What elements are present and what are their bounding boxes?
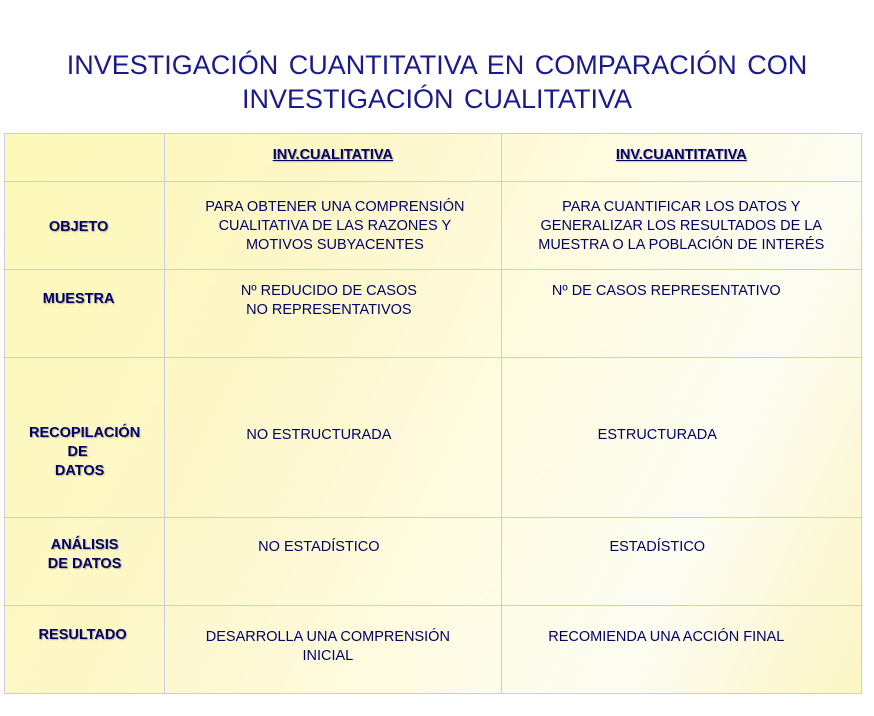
cell-line: PARA CUANTIFICAR LOS DATOS Y — [562, 199, 801, 215]
cell-line: GENERALIZAR LOS RESULTADOS DE LA — [540, 218, 823, 234]
cell-quantitative-resultado — [501, 606, 861, 694]
cell-qualitative-resultado — [165, 606, 501, 694]
comparison-table — [4, 133, 862, 694]
table-row-muestra — [5, 270, 862, 358]
page-title-line-2: INVESTIGACIÓN CUALITATIVA — [241, 84, 633, 114]
cell-line: ESTRUCTURADA — [597, 427, 717, 443]
row-label-line: DATOS — [54, 463, 105, 479]
table-row-recopilacion — [5, 358, 862, 518]
cell-line: DESARROLLA UNA COMPRENSIÓN — [205, 629, 450, 645]
cell-line: NO REPRESENTATIVOS — [246, 302, 412, 318]
header-empty-cell — [5, 134, 165, 182]
table-row-resultado — [5, 606, 862, 694]
table-header-row — [5, 134, 862, 182]
cell-line: ESTADÍSTICO — [609, 539, 706, 555]
cell-line: Nº REDUCIDO DE CASOS — [240, 283, 417, 299]
page-title — [0, 48, 874, 116]
cell-line: CUALITATIVA DE LAS RAZONES Y — [218, 218, 452, 234]
cell-line: NO ESTRUCTURADA — [246, 427, 392, 443]
cell-line: PARA OBTENER UNA COMPRENSIÓN — [205, 199, 465, 215]
cell-quantitative-objeto — [501, 182, 861, 270]
page-title-line-1: INVESTIGACIÓN CUANTITATIVA EN COMPARACIÓN CON — [66, 50, 808, 80]
cell-line: MOTIVOS SUBYACENTES — [245, 237, 424, 253]
row-label-line: ANÁLISIS — [50, 537, 119, 553]
cell-line: NO ESTADÍSTICO — [258, 539, 380, 555]
row-label-resultado — [5, 606, 165, 694]
row-label-line: OBJETO — [48, 219, 109, 235]
cell-quantitative-muestra — [501, 270, 861, 358]
row-label-line: RECOPILACIÓN — [29, 425, 141, 441]
row-label-analisis — [5, 518, 165, 606]
table-row-analisis — [5, 518, 862, 606]
cell-line: MUESTRA O LA POBLACIÓN DE INTERÉS — [538, 237, 825, 253]
cell-quantitative-analisis — [501, 518, 861, 606]
header-quantitative-label: INV.CUANTITATIVA — [615, 147, 747, 163]
cell-line: Nº DE CASOS REPRESENTATIVO — [551, 283, 781, 299]
table-row-objeto — [5, 182, 862, 270]
row-label-objeto — [5, 182, 165, 270]
cell-qualitative-analisis — [165, 518, 501, 606]
row-label-line: MUESTRA — [42, 291, 115, 307]
row-label-line: DE — [67, 444, 88, 460]
cell-line: INICIAL — [302, 648, 354, 664]
cell-quantitative-recopilacion — [501, 358, 861, 518]
cell-qualitative-recopilacion — [165, 358, 501, 518]
cell-qualitative-objeto — [165, 182, 501, 270]
header-qualitative-label: INV.CUALITATIVA — [272, 147, 394, 163]
row-label-recopilacion — [5, 358, 165, 518]
row-label-line: DE DATOS — [47, 556, 122, 572]
row-label-line: RESULTADO — [38, 627, 127, 643]
cell-qualitative-muestra — [165, 270, 501, 358]
row-label-muestra — [5, 270, 165, 358]
header-quantitative — [501, 134, 861, 182]
cell-line: RECOMIENDA UNA ACCIÓN FINAL — [548, 629, 785, 645]
header-qualitative — [165, 134, 501, 182]
